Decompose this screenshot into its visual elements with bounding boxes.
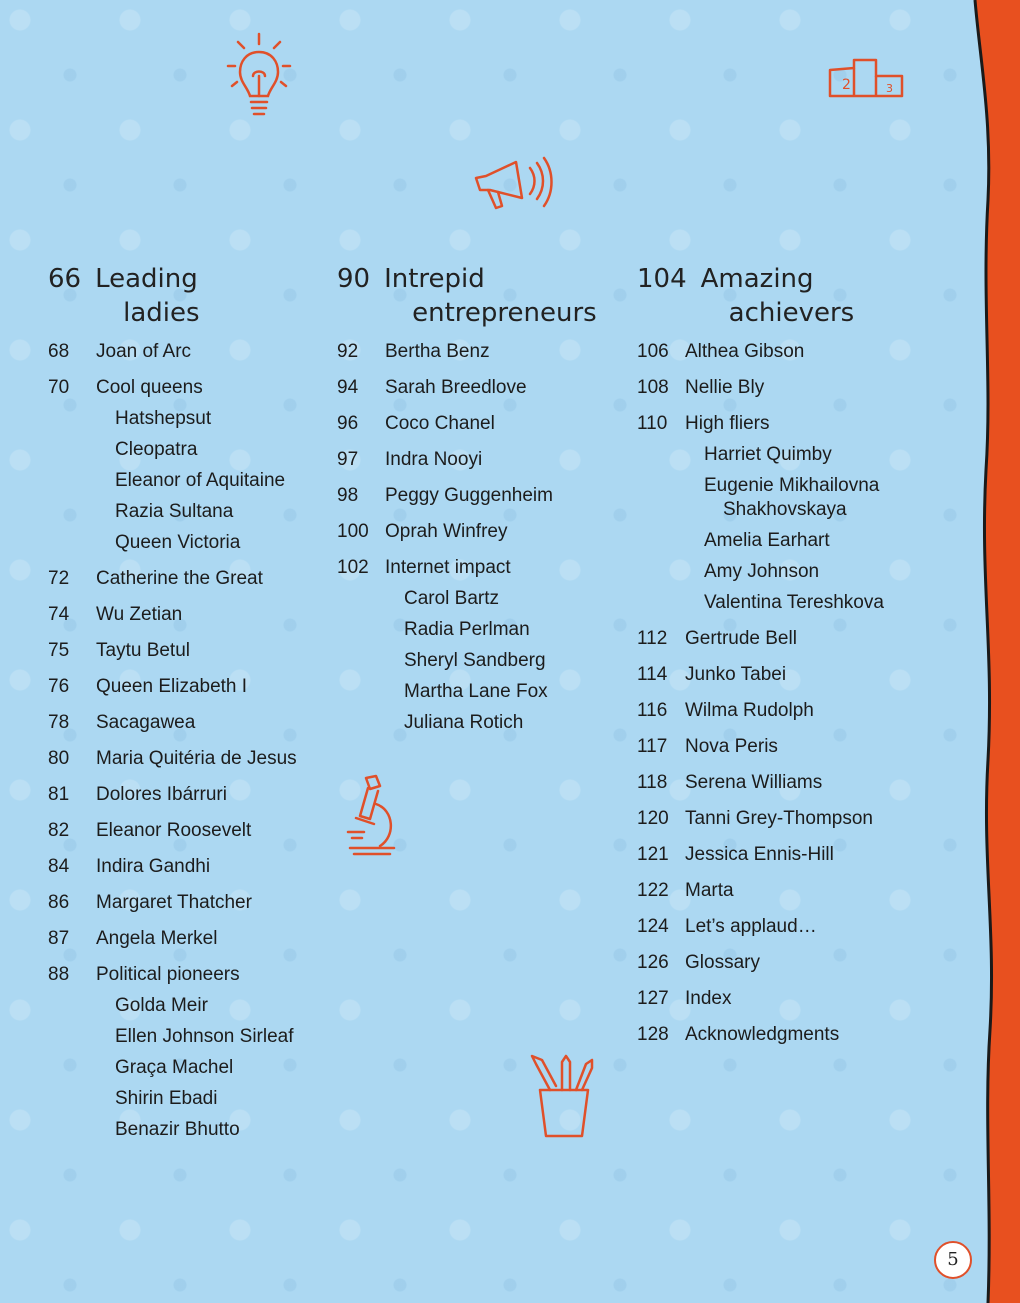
toc-entry[interactable]: [637, 376, 937, 400]
sub-entry-list: [96, 407, 328, 555]
entry-title: Tanni Grey-Thompson: [685, 808, 873, 829]
sub-entry[interactable]: Radia Perlman: [404, 619, 530, 640]
entry-title: Nellie Bly: [685, 377, 765, 398]
entry-page-number: 121: [637, 844, 669, 865]
entry-title: High fliers: [685, 413, 770, 434]
section-title-line1: Intrepid: [384, 264, 485, 294]
toc-entry[interactable]: [637, 663, 937, 687]
toc-entry[interactable]: [48, 927, 328, 951]
toc-entry[interactable]: [637, 627, 937, 651]
sub-entry-list: [685, 443, 937, 615]
toc-entry[interactable]: [48, 963, 328, 1142]
sub-entry[interactable]: Razia Sultana: [115, 501, 234, 522]
entry-title: Acknowledgments: [685, 1024, 840, 1045]
entry-page-number: 75: [48, 640, 70, 661]
entry-page-number: 108: [637, 377, 669, 398]
toc-entry[interactable]: [637, 951, 937, 975]
sub-entry[interactable]: Eugenie Mikhailovna Shakhovskaya: [685, 474, 937, 522]
entry-page-number: 70: [48, 377, 70, 398]
entry-page-number: 126: [637, 952, 669, 973]
sub-entry[interactable]: Amy Johnson: [704, 561, 820, 582]
toc-entry[interactable]: [337, 412, 607, 436]
entry-page-number: 81: [48, 784, 70, 805]
entry-list: [337, 340, 607, 735]
section-title-line2: entrepreneurs: [412, 298, 597, 328]
entry-title: Taytu Betul: [96, 640, 190, 661]
sub-entry[interactable]: Sheryl Sandberg: [404, 650, 546, 671]
entry-page-number: 102: [337, 557, 369, 578]
toc-entry[interactable]: [337, 448, 607, 472]
entry-title: Let’s applaud…: [685, 916, 817, 937]
toc-entry[interactable]: [637, 879, 937, 903]
sub-entry[interactable]: Harriet Quimby: [704, 444, 832, 465]
section-page-number: 66: [48, 264, 82, 294]
toc-entry[interactable]: [337, 340, 607, 364]
entry-page-number: 98: [337, 485, 359, 506]
section-leading-ladies: [48, 262, 328, 1154]
entry-title: Althea Gibson: [685, 341, 805, 362]
entry-page-number: 100: [337, 521, 369, 542]
entry-title: Wu Zetian: [96, 604, 183, 625]
section-title-line2: achievers: [728, 298, 855, 328]
entry-title: Internet impact: [385, 557, 511, 578]
toc-entry[interactable]: [48, 711, 328, 735]
entry-page-number: 80: [48, 748, 70, 769]
entry-page-number: 68: [48, 341, 70, 362]
toc-entry[interactable]: [637, 1023, 937, 1047]
section-title-line2: ladies: [123, 298, 200, 328]
entry-page-number: 117: [637, 736, 668, 757]
section-title-line1: Amazing: [700, 264, 814, 294]
entry-title: Queen Elizabeth I: [96, 676, 248, 697]
entry-title: Sacagawea: [96, 712, 196, 733]
entry-title: Political pioneers: [96, 964, 240, 985]
entry-title: Dolores Ibárruri: [96, 784, 227, 805]
sub-entry[interactable]: Queen Victoria: [115, 532, 241, 553]
sub-entry-list: [96, 994, 328, 1142]
toc-entry[interactable]: [48, 855, 328, 879]
sub-entry[interactable]: Golda Meir: [115, 995, 208, 1016]
entry-title: Junko Tabei: [685, 664, 787, 685]
entry-title: Marta: [685, 880, 734, 901]
sub-entry[interactable]: Cleopatra: [115, 439, 198, 460]
sub-entry[interactable]: Amelia Earhart: [704, 530, 830, 551]
toc-entry[interactable]: [48, 891, 328, 915]
entry-title: Indira Gandhi: [96, 856, 211, 877]
entry-page-number: 118: [637, 772, 668, 793]
sub-entry-continuation: Shakhovskaya: [723, 499, 847, 520]
toc-entry[interactable]: [48, 819, 328, 843]
entry-page-number: 128: [637, 1024, 669, 1045]
entry-title: Margaret Thatcher: [96, 892, 252, 913]
entry-title: Index: [685, 988, 732, 1009]
entry-page-number: 110: [637, 413, 668, 434]
sub-entry[interactable]: Eleanor of Aquitaine: [115, 470, 286, 491]
entry-list: [637, 340, 937, 1047]
toc-entry[interactable]: [637, 915, 937, 939]
entry-page-number: 94: [337, 377, 359, 398]
entry-page-number: 112: [637, 628, 668, 649]
podium-icon: [828, 56, 904, 100]
entry-list: [48, 340, 328, 1142]
svg-text:2: 2: [842, 77, 851, 93]
sub-entry[interactable]: Shirin Ebadi: [115, 1088, 218, 1109]
toc-entry[interactable]: [337, 520, 607, 544]
entry-title: Nova Peris: [685, 736, 778, 757]
sub-entry[interactable]: Valentina Tereshkova: [704, 592, 884, 613]
entry-title: Angela Merkel: [96, 928, 218, 949]
entry-title: Cool queens: [96, 377, 203, 398]
entry-title: Serena Williams: [685, 772, 823, 793]
entry-title: Bertha Benz: [385, 341, 490, 362]
entry-title: Eleanor Roosevelt: [96, 820, 252, 841]
entry-title: Wilma Rudolph: [685, 700, 814, 721]
toc-entry[interactable]: [48, 639, 328, 663]
entry-page-number: 96: [337, 413, 359, 434]
section-amazing-achievers: [637, 262, 937, 1059]
section-title-line1: Leading: [95, 264, 198, 294]
sub-entry[interactable]: Benazir Bhutto: [115, 1119, 240, 1140]
entry-title: Coco Chanel: [385, 413, 495, 434]
entry-page-number: 127: [637, 988, 669, 1009]
entry-page-number: 84: [48, 856, 70, 877]
entry-page-number: 74: [48, 604, 70, 625]
entry-title: Maria Quitéria de Jesus: [96, 748, 297, 769]
lightbulb-icon: [226, 30, 292, 122]
toc-entry[interactable]: [637, 735, 937, 759]
sub-entry[interactable]: Martha Lane Fox: [404, 681, 548, 702]
entry-title: Jessica Ennis-Hill: [685, 844, 834, 865]
toc-entry[interactable]: [337, 484, 607, 508]
sub-entry[interactable]: Ellen Johnson Sirleaf: [115, 1026, 294, 1047]
microscope-icon: [346, 774, 398, 860]
megaphone-icon: [470, 154, 554, 212]
toc-entry[interactable]: [48, 603, 328, 627]
toc-entry[interactable]: [637, 340, 937, 364]
entry-title: Gertrude Bell: [685, 628, 797, 649]
toc-entry[interactable]: [637, 807, 937, 831]
toc-entry[interactable]: [637, 771, 937, 795]
section-heading: [48, 262, 328, 330]
entry-page-number: 72: [48, 568, 70, 589]
sub-entry[interactable]: Juliana Rotich: [404, 712, 524, 733]
entry-page-number: 82: [48, 820, 70, 841]
page-number-badge: 5: [934, 1241, 972, 1279]
entry-page-number: 76: [48, 676, 70, 697]
entry-title: Oprah Winfrey: [385, 521, 508, 542]
toc-entry[interactable]: [337, 376, 607, 400]
pencil-cup-icon: [530, 1054, 598, 1140]
section-page-number: 90: [337, 264, 371, 294]
toc-entry[interactable]: [637, 412, 937, 615]
toc-entry[interactable]: [637, 843, 937, 867]
entry-page-number: 92: [337, 341, 359, 362]
entry-page-number: 116: [637, 700, 668, 721]
entry-page-number: 86: [48, 892, 70, 913]
entry-title: Glossary: [685, 952, 760, 973]
toc-entry[interactable]: [48, 675, 328, 699]
entry-page-number: 124: [637, 916, 669, 937]
entry-page-number: 97: [337, 449, 359, 470]
svg-text:3: 3: [886, 82, 893, 95]
entry-page-number: 120: [637, 808, 669, 829]
entry-page-number: 122: [637, 880, 669, 901]
entry-page-number: 106: [637, 341, 669, 362]
section-heading: [337, 262, 607, 330]
entry-title: Joan of Arc: [96, 341, 192, 362]
sub-entry[interactable]: Hatshepsut: [115, 408, 212, 429]
toc-entry[interactable]: [48, 376, 328, 555]
entry-page-number: 78: [48, 712, 70, 733]
sub-entry[interactable]: Graça Machel: [115, 1057, 234, 1078]
sub-entry-list: [385, 587, 607, 735]
entry-page-number: 88: [48, 964, 70, 985]
toc-entry[interactable]: [637, 699, 937, 723]
entry-title: Sarah Breedlove: [385, 377, 527, 398]
toc-entry[interactable]: [48, 567, 328, 591]
toc-entry[interactable]: [637, 987, 937, 1011]
toc-entry[interactable]: [48, 340, 328, 364]
section-page-number: 104: [637, 264, 687, 294]
toc-entry[interactable]: [337, 556, 607, 735]
entry-page-number: 114: [637, 664, 668, 685]
entry-title: Indra Nooyi: [385, 449, 483, 470]
section-intrepid-entrepreneurs: [337, 262, 607, 747]
entry-page-number: 87: [48, 928, 70, 949]
toc-entry[interactable]: [48, 747, 328, 771]
section-heading: [637, 262, 937, 330]
toc-entry[interactable]: [48, 783, 328, 807]
entry-title: Catherine the Great: [96, 568, 263, 589]
entry-title: Peggy Guggenheim: [385, 485, 553, 506]
sub-entry[interactable]: Carol Bartz: [404, 588, 500, 609]
